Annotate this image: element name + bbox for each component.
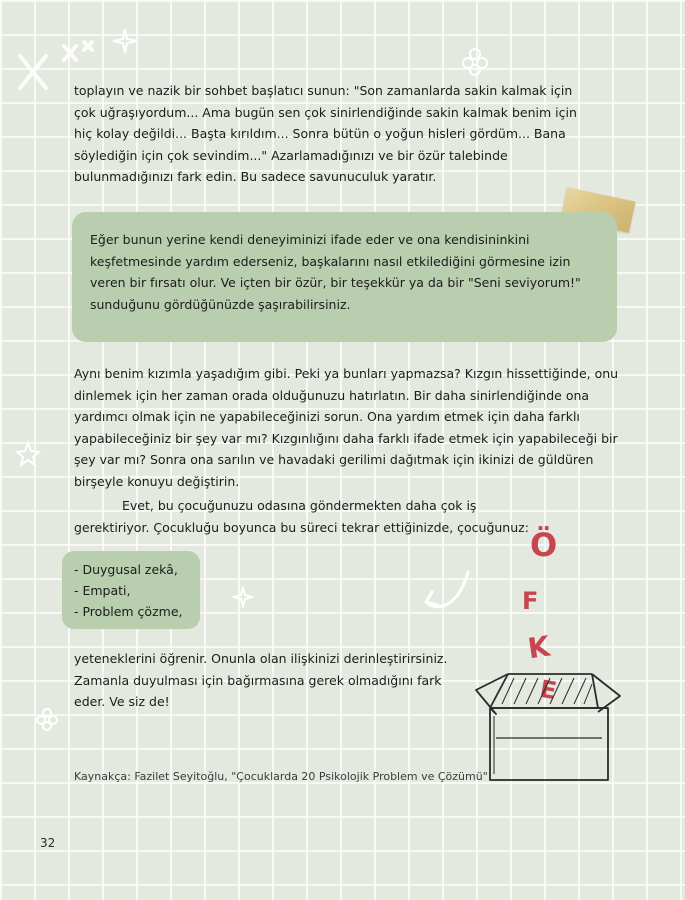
illustration-letter: K [525, 629, 552, 666]
flower-doodle-icon [34, 706, 60, 732]
body-paragraph: Aynı benim kızımla yaşadığım gibi. Peki ya bunları yapmazsa? Kızgın hissettiğinde, onu dinlemek için her zaman orada olduğunuzu hatırlatın. Bir daha sinirlendiğinde ona yardımcı olmak için ne yapabileceğinizi sorun. Ona yardım etmek için daha farklı yapabileceğiniz bir şey var mı? Kızgınlığını daha farklı ifade etmek için yapabileceği bir şey var mı? Sonra ona sarılın ve havadaki gerilimi dağıtmak için ikinizi de güldüren birşeyle konuyu değiştirin. [74, 366, 619, 489]
illustration-letter: F [522, 587, 539, 615]
open-box-icon [468, 654, 636, 786]
intro-paragraph: toplayın ve nazik bir sohbet başlatıcı sunun: "Son zamanlarda sakin kalmak için çok uğraşıyordum... Ama bugün sen çok sinirlendiğinde sakin kalmak benim için hiç kolay değildi... Başta kırıldım... Sonra bütün o yoğun hisleri gördüm... Bana söylediğin için çok sevindim..." Azarlamadığınızı ve bir özür talebinde bulunmadığınızı fark edin. Bu sadece savunuculuk yaratır. [74, 83, 577, 184]
page-number: 32 [40, 836, 56, 850]
list-item: - Problem çözme, [74, 604, 183, 619]
illustration-letter: Ö [530, 526, 558, 564]
callout-box [72, 212, 617, 342]
conclusion-paragraph: yeteneklerini öğrenir. Onunla olan ilişkinizi derinleştirirsiniz. Zamanla duyulması için bağırmasına gerek olmadığını fark eder. Ve siz de! [74, 651, 448, 709]
flower-doodle-icon [460, 46, 490, 76]
list-item: - Duygusal zekâ, [74, 562, 178, 577]
list-item: - Empati, [74, 583, 131, 598]
star-doodle-icon [14, 440, 42, 468]
sparkle-doodle-icon [232, 586, 254, 608]
process-paragraph: Evet, bu çocuğunuzu odasına göndermekten daha çok iş gerektiriyor. Çocukluğu boyunca bu süreci tekrar ettiğinizde, çocuğunuz: [74, 498, 529, 535]
source-citation: Kaynakça: Fazilet Seyitoğlu, "Çocuklarda 20 Psikolojik Problem ve Çözümü" [74, 770, 488, 783]
callout-text: Eğer bunun yerine kendi deneyiminizi ifade eder ve ona kendisininkini keşfetmesinde yardım ederseniz, başkalarını nasıl etkilediğini görmesine izin veren bir fırsatı olur. Ve içten bir özür, bir teşekkür ya da bir "Seni seviyorum!" sunduğunu gördüğünüzde şaşırabilirsiniz. [90, 232, 581, 312]
illustration-letter: E [537, 674, 559, 706]
arrow-doodle-icon [418, 560, 478, 620]
sparkle-doodle-icon [110, 26, 140, 56]
skills-list [62, 551, 200, 629]
